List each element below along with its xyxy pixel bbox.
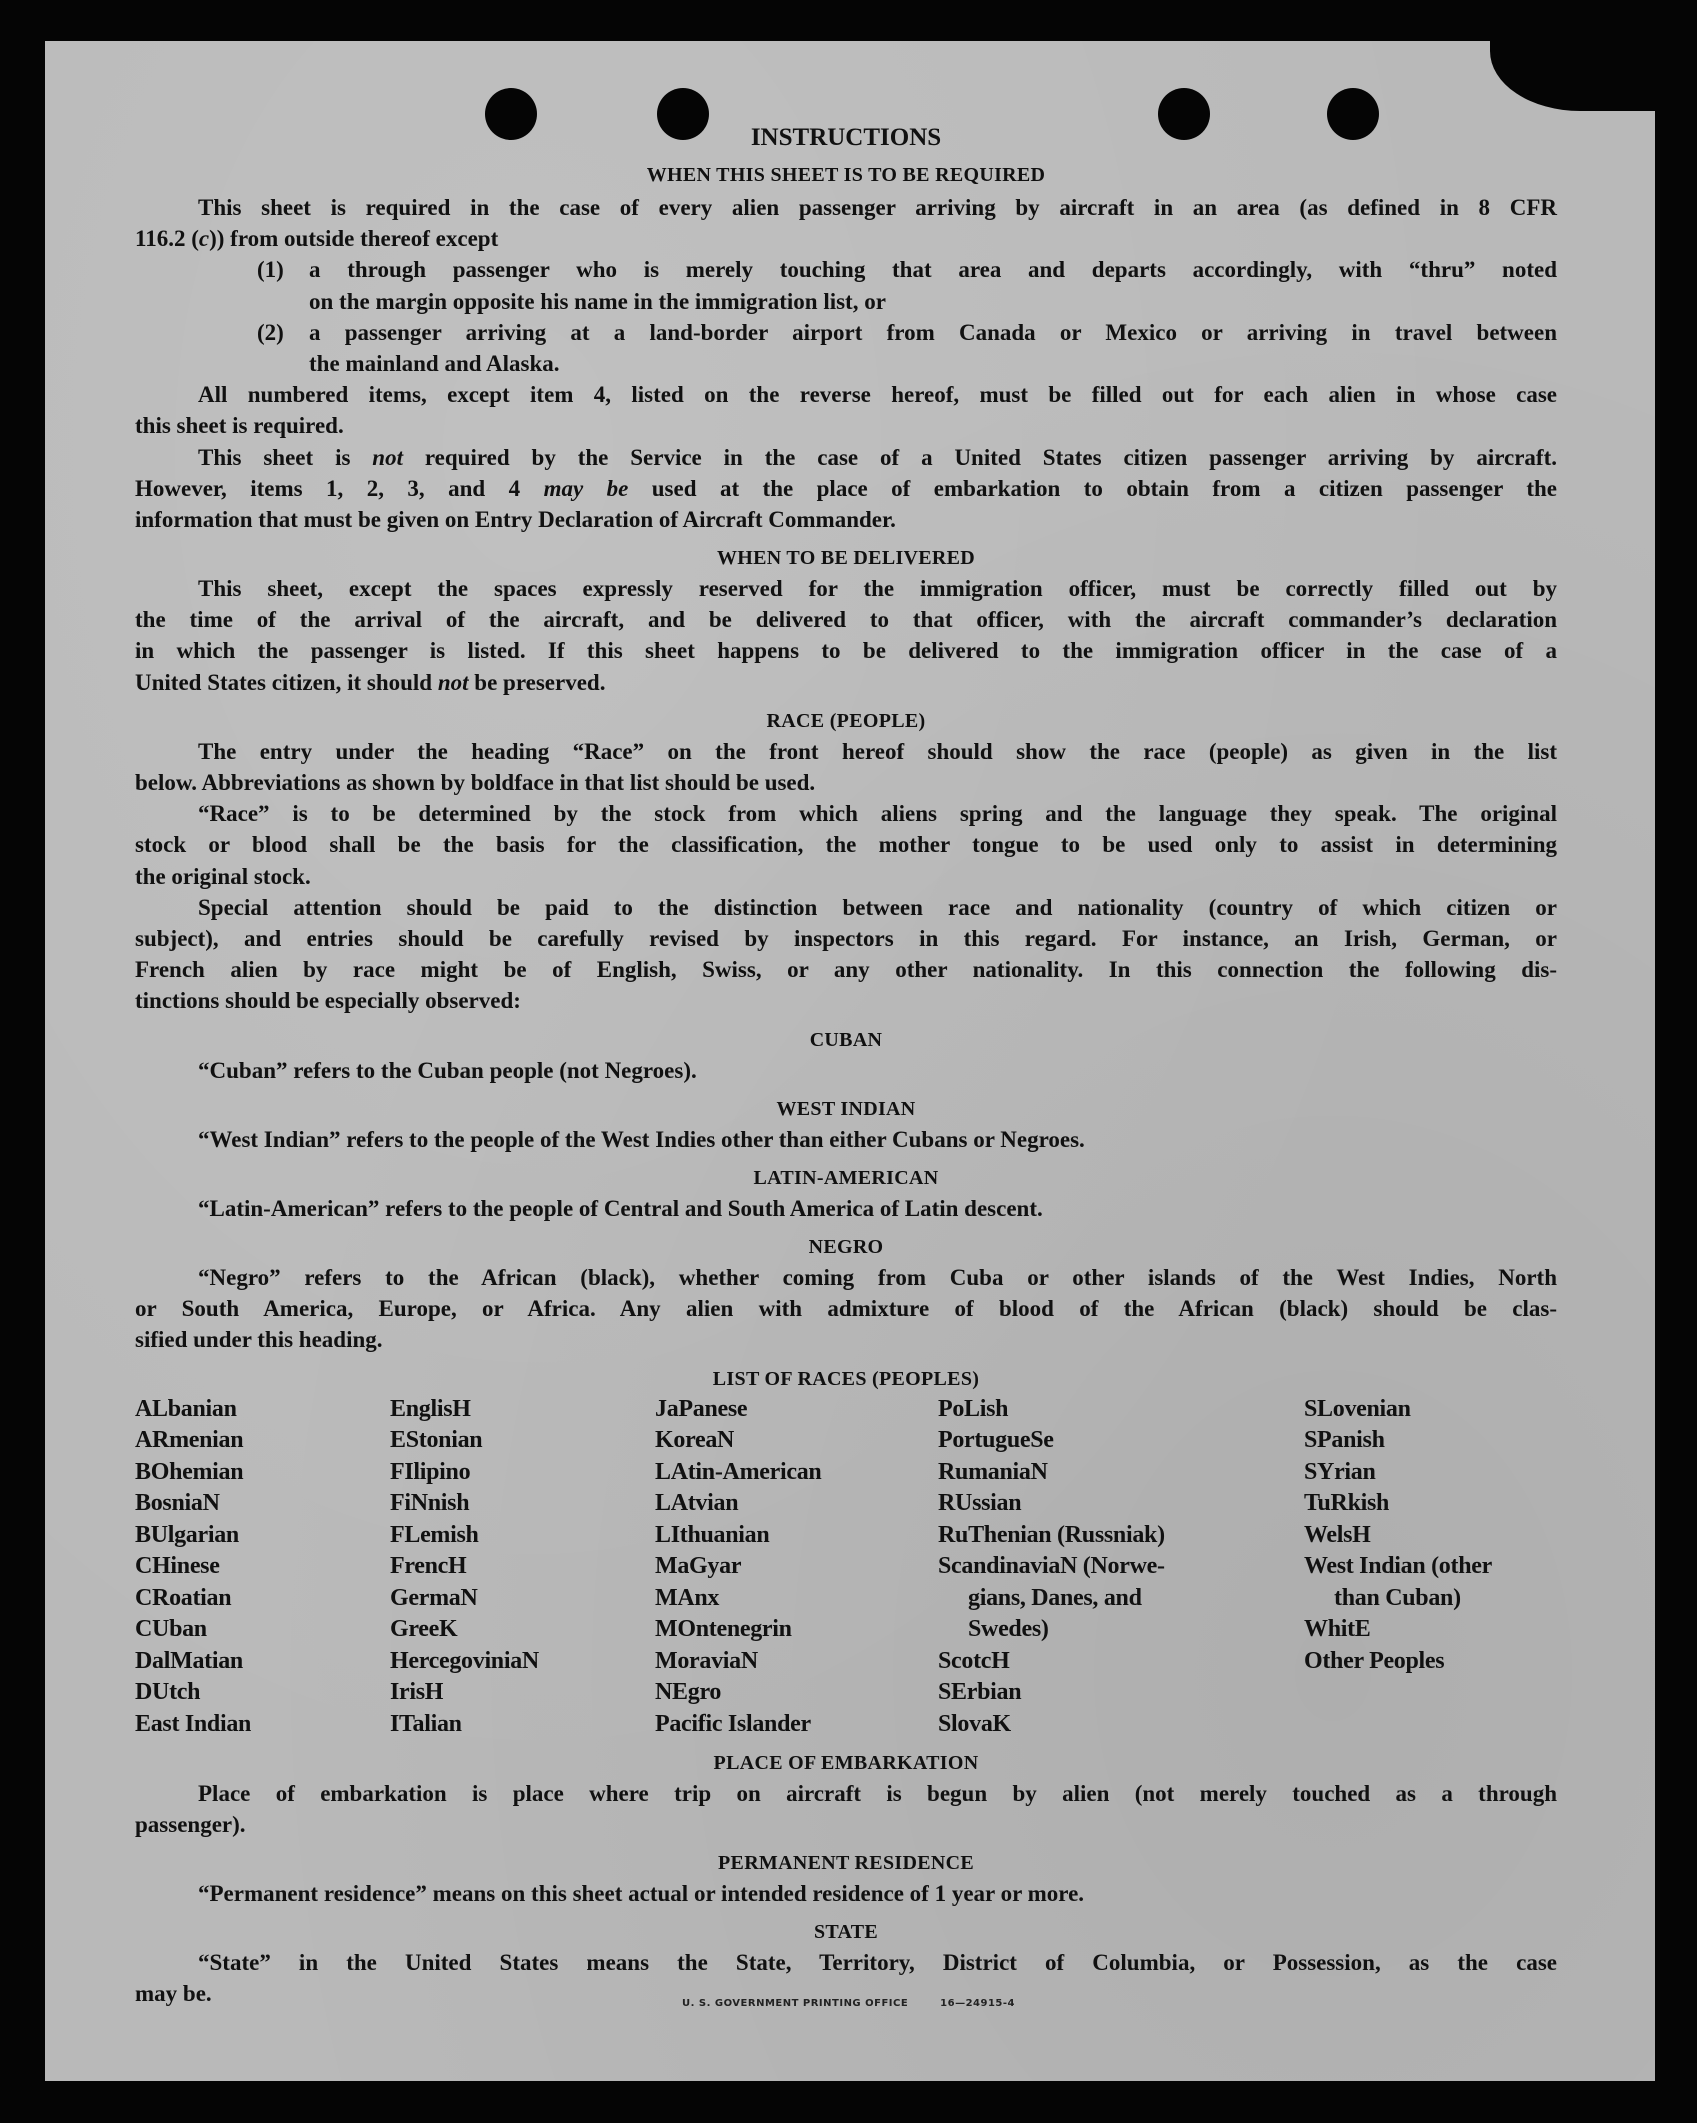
- text-segment: not: [372, 444, 403, 470]
- race-entry: ScandinaviaN (Norwe-: [938, 1553, 1165, 1580]
- text-line: [135, 923, 1557, 954]
- paragraph: [135, 798, 1557, 892]
- text-line: [135, 985, 1557, 1016]
- text-segment: 116.2 (: [135, 226, 199, 252]
- section-heading: PLACE OF EMBARKATION: [713, 1751, 979, 1774]
- text-segment: All numbered items, except item 4, listed on the reverse hereof, must be filled out for each alien in whose case: [198, 382, 1557, 408]
- race-entry: LAtin-American: [655, 1458, 822, 1485]
- paragraph: [135, 1055, 1557, 1086]
- race-entry: SlovaK: [938, 1710, 1011, 1737]
- instruction-sections: [135, 156, 1557, 2010]
- text-segment: “Cuban” refers to the Cuban people (not Negroes).: [198, 1057, 697, 1083]
- text-segment: in that list should be used.: [553, 770, 816, 795]
- text-line: [135, 1324, 1557, 1355]
- section-heading: STATE: [813, 1921, 879, 1944]
- text-segment: the original stock.: [135, 863, 311, 889]
- text-segment: passenger).: [135, 1811, 246, 1837]
- text-segment: stock or blood shall be the basis for the classification, the mother tongue to be used only to assist in determining: [135, 832, 1557, 858]
- race-entry: MAnx: [655, 1584, 720, 1611]
- race-entry: CUban: [135, 1616, 207, 1643]
- text-segment: “West Indian” refers to the people of the West Indies other than either Cubans or Negroes.: [198, 1126, 1085, 1152]
- race-entry: NEgro: [655, 1679, 722, 1706]
- printer-name: U. S. GOVERNMENT PRINTING OFFICE: [681, 1998, 909, 2009]
- race-entry: ScotcH: [938, 1647, 1010, 1674]
- text-line: [135, 473, 1557, 504]
- race-entry: SLovenian: [1304, 1395, 1411, 1422]
- text-segment: “Negro” refers to the African (black), whether coming from Cuba or other islands of the West Indies, North: [198, 1265, 1557, 1291]
- text-line: [135, 767, 1557, 798]
- race-entry: WhitE: [1304, 1616, 1371, 1643]
- page-title: INSTRUCTIONS: [750, 124, 942, 151]
- text-line: [135, 635, 1557, 666]
- section-heading: RACE (PEOPLE): [766, 709, 926, 732]
- race-column: [938, 1394, 1165, 1741]
- race-column: [1304, 1394, 1492, 1678]
- text-segment: the mainland and Alaska.: [309, 350, 560, 376]
- paragraph: [135, 1262, 1557, 1356]
- text-line: [135, 573, 1557, 604]
- text-segment: below. Abbreviations as shown by: [135, 770, 471, 795]
- section-heading: WEST INDIAN: [776, 1097, 916, 1120]
- text-segment: tinctions should be especially observed:: [135, 988, 521, 1014]
- text-line: [135, 410, 1557, 441]
- text-segment: boldface: [470, 770, 554, 795]
- race-entry: BUlgarian: [135, 1521, 239, 1548]
- text-segment: Special attention should be paid to the distinction between race and nationality (country of which citizen or: [198, 894, 1557, 920]
- paragraph: [135, 442, 1557, 536]
- section-heading: PERMANENT RESIDENCE: [718, 1852, 974, 1874]
- paragraph: [135, 1124, 1557, 1155]
- text-line: [135, 1055, 1557, 1086]
- race-entry: CRoatian: [135, 1584, 232, 1611]
- text-segment: used at the place of embarkation to obtain from a citizen passenger the: [628, 475, 1557, 501]
- text-segment: “Permanent residence” means on this sheet actual or intended residence of 1 year or more.: [198, 1881, 1085, 1906]
- text-segment: )) from outside thereof except: [209, 226, 499, 252]
- race-entry: MOntenegrin: [655, 1616, 792, 1643]
- race-entry: RUssian: [938, 1490, 1022, 1517]
- instructions-body: [135, 120, 1557, 2010]
- race-entry: FIlipino: [390, 1458, 471, 1485]
- section-heading: NEGRO: [808, 1236, 884, 1259]
- race-entry: gians, Danes, and: [968, 1584, 1142, 1611]
- paragraph: [135, 892, 1557, 1017]
- text-segment: may be.: [135, 1981, 212, 2007]
- race-entry: TuRkish: [1304, 1490, 1390, 1517]
- race-entry: SErbian: [938, 1679, 1022, 1706]
- race-entry: MaGyar: [655, 1553, 742, 1580]
- text-segment: in which the passenger is listed. If this sheet happens to be delivered to the immigration officer in the case of a: [135, 638, 1557, 664]
- text-line: [135, 348, 1557, 379]
- race-column: [655, 1394, 821, 1741]
- text-line: [135, 192, 1557, 223]
- paragraph: [135, 254, 1557, 379]
- paragraph: [135, 1778, 1557, 1840]
- text-segment: “Latin-American” refers to the people of Central and South America of Latin descent.: [198, 1195, 1043, 1221]
- race-entry: SPanish: [1304, 1427, 1385, 1454]
- section-heading: LATIN-AMERICAN: [753, 1166, 939, 1189]
- race-column: [135, 1394, 251, 1741]
- text-line: [135, 504, 1557, 535]
- text-line: [135, 892, 1557, 923]
- text-line: [135, 1947, 1557, 1978]
- paragraph: [135, 379, 1557, 441]
- text-line: [135, 1778, 1557, 1809]
- race-entry: Pacific Islander: [655, 1710, 811, 1737]
- text-segment: Place of embarkation is place where trip on aircraft is begun by alien (not merely touched as a through: [198, 1780, 1557, 1806]
- item-number: (2): [257, 319, 284, 345]
- paragraph: [135, 736, 1557, 798]
- race-entry: DalMatian: [135, 1647, 243, 1674]
- section-heading: WHEN THIS SHEET IS TO BE REQUIRED: [646, 164, 1046, 186]
- text-line: [135, 223, 1557, 254]
- text-segment: be preserved.: [468, 669, 606, 695]
- text-segment: this sheet is required.: [135, 413, 344, 439]
- race-entry: ALbanian: [135, 1395, 237, 1422]
- text-line: [135, 442, 1557, 473]
- race-entry: FrencH: [390, 1553, 467, 1580]
- text-line: [135, 1193, 1557, 1224]
- race-entry: KoreaN: [655, 1427, 735, 1454]
- text-segment: the time of the arrival of the aircraft, and be delivered to that officer, with the aircraft commander’s declaration: [135, 607, 1557, 633]
- text-segment: or South America, Europe, or Africa. Any alien with admixture of blood of the African (black) should be clas-: [135, 1296, 1557, 1322]
- race-entry: JaPanese: [655, 1395, 748, 1422]
- text-segment: This sheet, except the spaces expressly reserved for the immigration officer, must be correctly filled out by: [198, 576, 1557, 602]
- text-segment: sified under this heading.: [135, 1327, 383, 1353]
- text-line: [135, 317, 1557, 348]
- section-heading: LIST OF RACES (PEOPLES): [712, 1367, 980, 1390]
- text-segment: The entry under the heading “Race” on the front hereof should show the race (people) as given in the list: [198, 738, 1557, 764]
- text-segment: not: [437, 669, 469, 695]
- race-entry: LAtvian: [655, 1490, 739, 1517]
- race-entry: CHinese: [135, 1553, 220, 1580]
- text-segment: information that must be given on Entry Declaration of Aircraft Commander.: [135, 506, 896, 532]
- section-heading: CUBAN: [809, 1028, 883, 1051]
- text-line: [135, 379, 1557, 410]
- printer-imprint: [0, 1998, 1697, 2009]
- text-segment: a passenger arriving at a land-border airport from Canada or Mexico or arriving in travel between: [309, 319, 1557, 345]
- race-entry: SYrian: [1304, 1458, 1376, 1485]
- text-segment: required by the Service in the case of a United States citizen passenger arriving by aircraft.: [402, 444, 1557, 470]
- race-entry: EStonian: [390, 1427, 483, 1454]
- race-entry: FLemish: [390, 1521, 479, 1548]
- race-entry: HercegoviniaN: [390, 1647, 539, 1674]
- text-line: [135, 604, 1557, 635]
- section-heading: WHEN TO BE DELIVERED: [716, 547, 976, 570]
- text-segment: c: [198, 226, 210, 252]
- race-entry: RuThenian (Russniak): [938, 1521, 1165, 1548]
- text-line: [135, 254, 1557, 285]
- text-line: [135, 798, 1557, 829]
- race-entry: ARmenian: [135, 1427, 244, 1454]
- text-line: [135, 829, 1557, 860]
- text-line: [135, 1262, 1557, 1293]
- item-number: (1): [257, 257, 284, 283]
- race-entry: IrisH: [390, 1679, 444, 1706]
- text-segment: “Race” is to be determined by the stock from which aliens spring and the language they speak. The original: [198, 801, 1557, 827]
- text-segment: However, items 1, 2, 3, and 4: [135, 475, 544, 501]
- text-line: [135, 1293, 1557, 1324]
- text-segment: on the margin opposite his name in the immigration list, or: [309, 288, 886, 314]
- race-entry: MoraviaN: [655, 1647, 758, 1674]
- text-line: [135, 667, 1557, 698]
- race-entry: RumaniaN: [938, 1458, 1048, 1485]
- text-line: [135, 861, 1557, 892]
- paragraph: [135, 1878, 1557, 1909]
- text-line: [135, 736, 1557, 767]
- text-segment: subject), and entries should be carefully revised by inspectors in this regard. For instance, an Irish, German, or: [135, 925, 1557, 951]
- race-column: [390, 1394, 539, 1741]
- race-entry: Other Peoples: [1304, 1647, 1445, 1674]
- text-segment: This sheet is required in the case of every alien passenger arriving by aircraft in an area (as defined in 8 CFR: [198, 195, 1557, 220]
- text-line: [135, 286, 1557, 317]
- torn-corner: [1490, 41, 1655, 111]
- text-segment: United States citizen, it should: [135, 669, 438, 695]
- race-entry: West Indian (other: [1304, 1553, 1492, 1580]
- text-segment: may be: [543, 475, 629, 501]
- paragraph: [135, 573, 1557, 698]
- race-entry: Swedes): [968, 1616, 1049, 1643]
- race-entry: LIthuanian: [655, 1521, 770, 1548]
- race-entry: GreeK: [390, 1616, 458, 1643]
- race-entry: GermaN: [390, 1584, 478, 1611]
- text-line: [135, 1878, 1557, 1909]
- form-code: 16—24915-4: [940, 1998, 1015, 2009]
- race-entry: FiNnish: [390, 1490, 470, 1517]
- race-entry: BosniaN: [135, 1490, 220, 1517]
- text-segment: This sheet is: [198, 444, 373, 470]
- race-entry: WelsH: [1304, 1521, 1371, 1548]
- text-line: [135, 954, 1557, 985]
- race-entry: East Indian: [135, 1710, 252, 1737]
- text-segment: a through passenger who is merely touching that area and departs accordingly, with “thru” noted: [309, 257, 1557, 283]
- text-segment: “State” in the United States means the State, Territory, District of Columbia, or Possession, as the case: [198, 1950, 1557, 1976]
- race-entry: PortugueSe: [938, 1427, 1054, 1454]
- race-entry: EnglisH: [390, 1395, 471, 1422]
- text-segment: French alien by race might be of English, Swiss, or any other nationality. In this connection the following dis-: [135, 957, 1557, 983]
- race-entry: DUtch: [135, 1679, 201, 1706]
- paragraph: [135, 192, 1557, 254]
- paragraph: [135, 1193, 1557, 1224]
- race-list: [135, 1394, 1557, 1740]
- text-line: [135, 1809, 1557, 1840]
- race-entry: BOhemian: [135, 1458, 244, 1485]
- text-line: [135, 1124, 1557, 1155]
- race-entry: than Cuban): [1334, 1584, 1461, 1611]
- race-entry: PoLish: [938, 1395, 1009, 1422]
- race-entry: ITalian: [390, 1710, 462, 1737]
